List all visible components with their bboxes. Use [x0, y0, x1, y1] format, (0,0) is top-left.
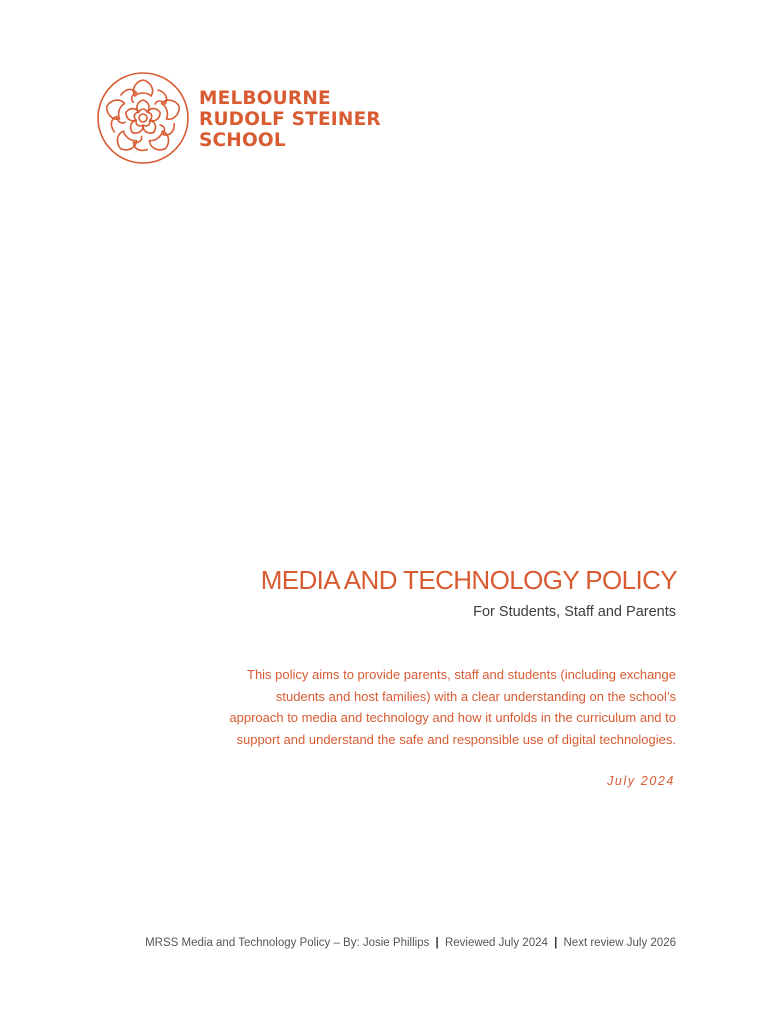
- page-footer: [145, 937, 676, 949]
- description-line: support and understand the safe and responsible use of digital technologies.: [236, 731, 676, 747]
- footer-separator: |: [554, 937, 558, 949]
- school-logo: [95, 70, 381, 166]
- document-title: MEDIA AND TECHNOLOGY POLICY: [260, 565, 677, 595]
- footer-next-review: Next review July 2026: [563, 937, 676, 949]
- description-line: students and host families) with a clear understanding on the school’s: [275, 688, 676, 704]
- document-date: July 2024: [607, 774, 675, 788]
- document-subtitle: For Students, Staff and Parents: [473, 604, 676, 620]
- school-name: [199, 88, 381, 151]
- rose-emblem-icon: [95, 70, 191, 166]
- description-line: This policy aims to provide parents, staff and students (including exchange: [247, 667, 676, 682]
- school-name-line-3: SCHOOL: [199, 130, 286, 151]
- school-name-line-2: RUDOLF STEINER: [199, 109, 381, 130]
- footer-reviewed: Reviewed July 2024: [444, 937, 548, 949]
- footer-separator: |: [435, 937, 439, 949]
- footer-policy-author: MRSS Media and Technology Policy – By: Josie Phillips: [145, 937, 430, 949]
- description-line: approach to media and technology and how it unfolds in the curriculum and to: [229, 710, 676, 725]
- school-name-line-1: MELBOURNE: [199, 88, 331, 109]
- document-description: [156, 664, 676, 750]
